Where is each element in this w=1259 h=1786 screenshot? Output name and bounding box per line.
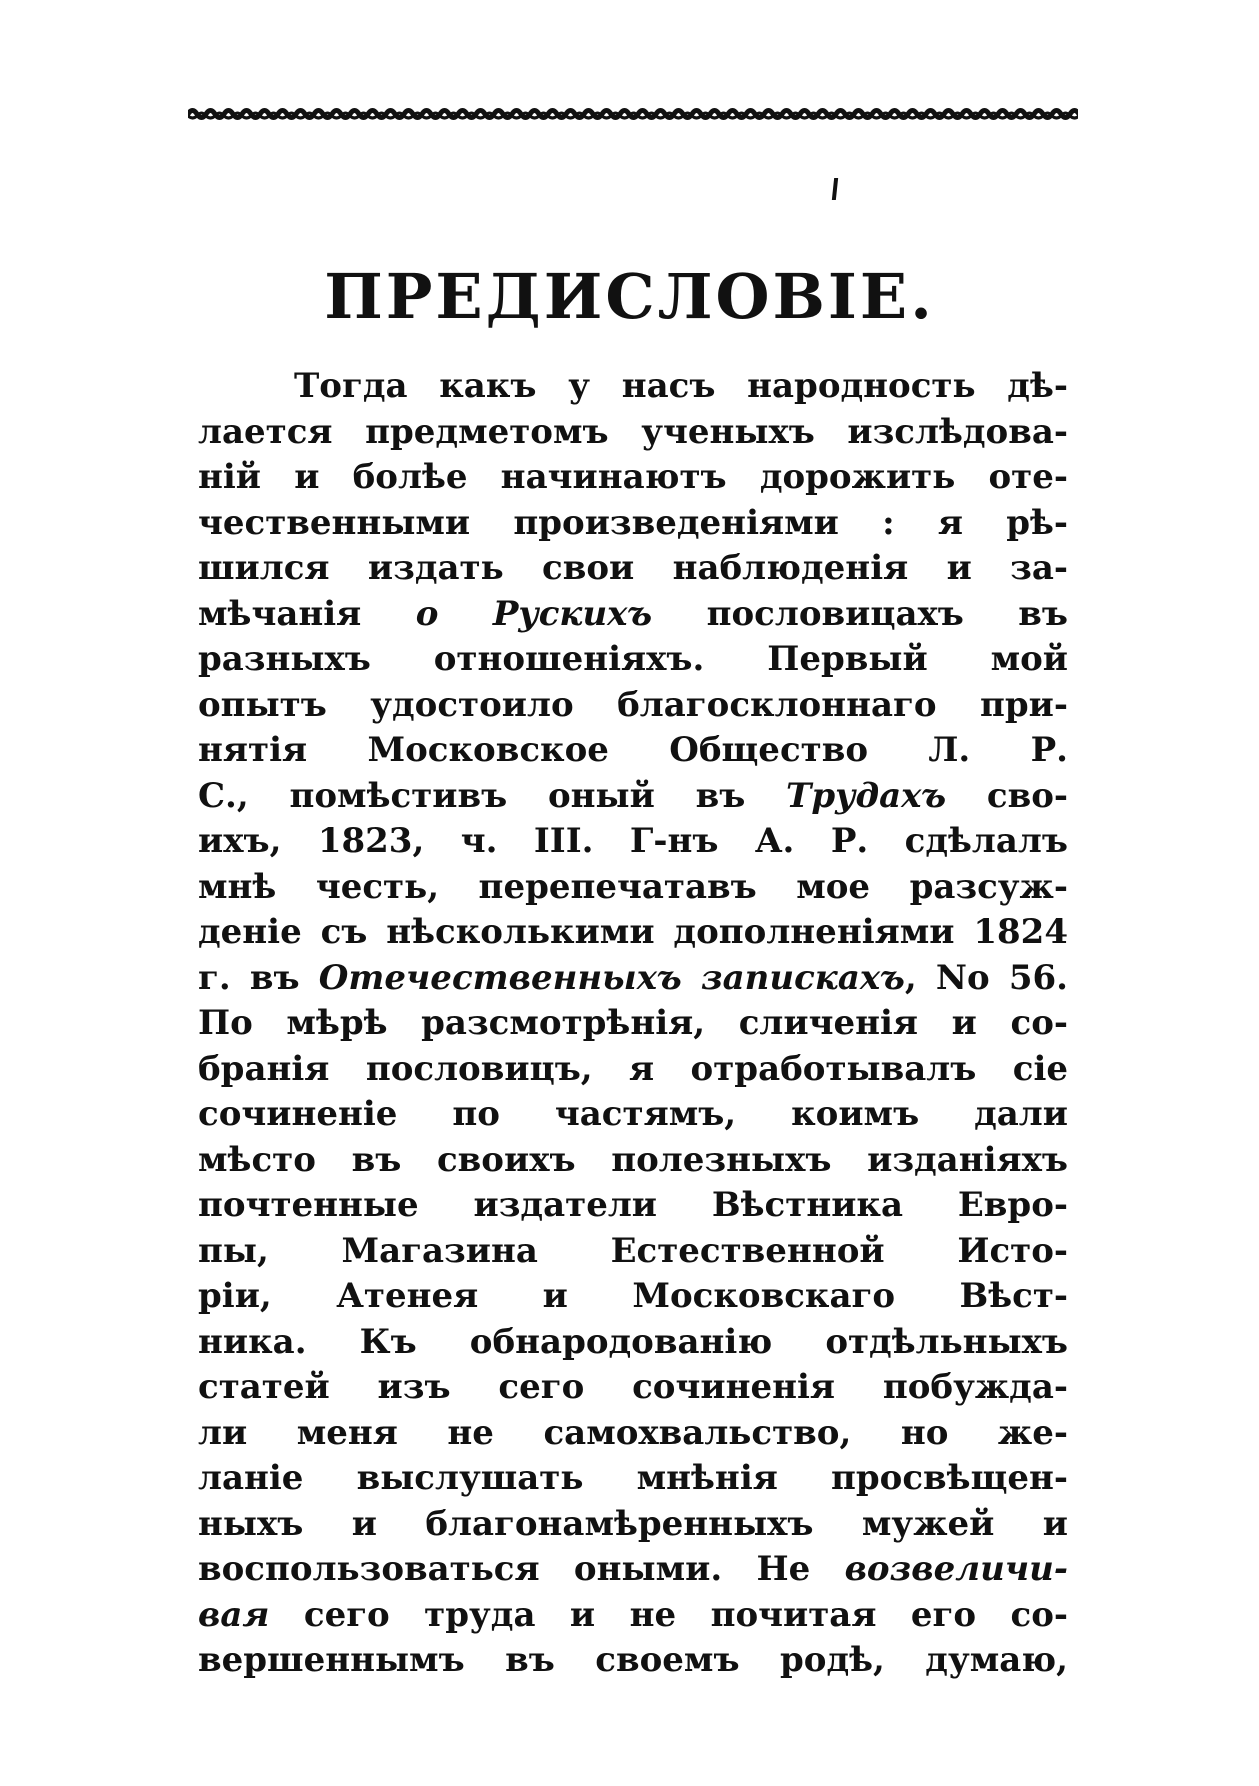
- text-segment: пословицахъ въ: [652, 593, 1068, 634]
- text-segment: чественными произведеніями : я рѣ-: [198, 502, 1068, 543]
- text-line: [198, 728, 1068, 774]
- text-line: [198, 1547, 1068, 1593]
- page-title: ПРЕДИСЛОВІЕ.: [324, 260, 935, 333]
- text-segment: сего труда и не почитая его со-: [269, 1594, 1068, 1635]
- text-segment: статей изъ сего сочиненія побужда-: [198, 1367, 1068, 1407]
- text-segment: ріи, Атенея и Московскаго Вѣст-: [198, 1276, 1068, 1316]
- text-segment: ланіе выслушать мнѣнія просвѣщен-: [198, 1458, 1068, 1498]
- text-line: [198, 1001, 1068, 1047]
- text-segment: мнѣ честь, перепечатавъ мое разсуж-: [198, 866, 1068, 907]
- text-segment: лается предметомъ ученыхъ изслѣдова-: [198, 411, 1068, 452]
- text-line: [198, 1593, 1068, 1639]
- text-line: [198, 546, 1068, 592]
- text-segment: бранія пословицъ, я отработывалъ сіе: [198, 1048, 1068, 1089]
- text-segment: вершеннымъ въ своемъ родѣ, думаю,: [198, 1640, 1068, 1680]
- text-segment: ника. Къ обнародованію отдѣльныхъ: [198, 1321, 1068, 1362]
- italic-text: о Рускихъ: [415, 593, 653, 634]
- text-segment: мѣчанія: [198, 593, 416, 634]
- text-line: [198, 683, 1068, 729]
- text-segment: ихъ, 1823, ч. III. Г-нъ А. Р. сдѣлалъ: [198, 821, 1068, 861]
- text-line: [198, 637, 1068, 683]
- text-line: [198, 1456, 1068, 1502]
- text-segment: Тогда какъ у насъ народность дѣ-: [294, 366, 1068, 406]
- text-segment: сочиненіе по частямъ, коимъ дали: [198, 1094, 1068, 1134]
- text-line: [198, 1092, 1068, 1138]
- text-segment: нятія Московское Общество Л. Р.: [198, 730, 1068, 770]
- text-line: [198, 956, 1068, 1002]
- text-line: [198, 1138, 1068, 1184]
- text-line: [198, 819, 1068, 865]
- text-line: [198, 910, 1068, 956]
- text-line: [198, 592, 1068, 638]
- italic-text: возвеличи-: [844, 1549, 1068, 1589]
- preface-paragraph: [198, 364, 1068, 1684]
- text-line: [198, 865, 1068, 911]
- text-segment: ли меня не самохвальство, но же-: [198, 1412, 1068, 1453]
- text-segment: почтенные издатели Вѣстника Евро-: [198, 1185, 1068, 1225]
- text-segment: воспользоваться оными. Не: [198, 1549, 845, 1589]
- text-line: [198, 1274, 1068, 1320]
- text-line: [198, 1229, 1068, 1275]
- text-line: [198, 1183, 1068, 1229]
- text-segment: По мѣрѣ разсмотрѣнія, сличенія и со-: [198, 1003, 1068, 1043]
- text-segment: шился издать свои наблюденія и за-: [198, 548, 1068, 588]
- text-segment: сво-: [946, 775, 1068, 816]
- text-segment: , No 56.: [904, 957, 1068, 998]
- text-line: [198, 455, 1068, 501]
- italic-text: вая: [198, 1594, 270, 1635]
- text-segment: ній и болѣе начинаютъ дорожить оте-: [198, 457, 1068, 497]
- italic-text: Трудахъ: [786, 775, 947, 816]
- text-line: [198, 774, 1068, 820]
- text-line: [198, 1365, 1068, 1411]
- text-segment: пы, Магазина Естественной Исто-: [198, 1230, 1068, 1271]
- text-line: [198, 1320, 1068, 1366]
- page-mark: [832, 178, 838, 200]
- text-segment: разныхъ отношеніяхъ. Первый мой: [198, 639, 1068, 679]
- wavy-rule-ornament-icon: [188, 92, 1078, 132]
- text-line: [198, 364, 1068, 410]
- text-line: [198, 1638, 1068, 1684]
- text-segment: г. въ: [198, 957, 319, 998]
- italic-text: Отечественныхъ запискахъ: [318, 957, 905, 998]
- text-line: [198, 1502, 1068, 1548]
- text-segment: деніе съ нѣсколькими дополненіями 1824: [198, 912, 1068, 952]
- text-line: [198, 1047, 1068, 1093]
- text-segment: С., помѣстивъ оный въ: [198, 775, 787, 816]
- text-line: [198, 410, 1068, 456]
- text-line: [198, 1411, 1068, 1457]
- text-segment: опытъ удостоило благосклоннаго при-: [198, 684, 1068, 725]
- text-segment: мѣсто въ своихъ полезныхъ изданіяхъ: [198, 1139, 1068, 1180]
- text-line: [198, 501, 1068, 547]
- text-segment: ныхъ и благонамѣренныхъ мужей и: [198, 1503, 1068, 1544]
